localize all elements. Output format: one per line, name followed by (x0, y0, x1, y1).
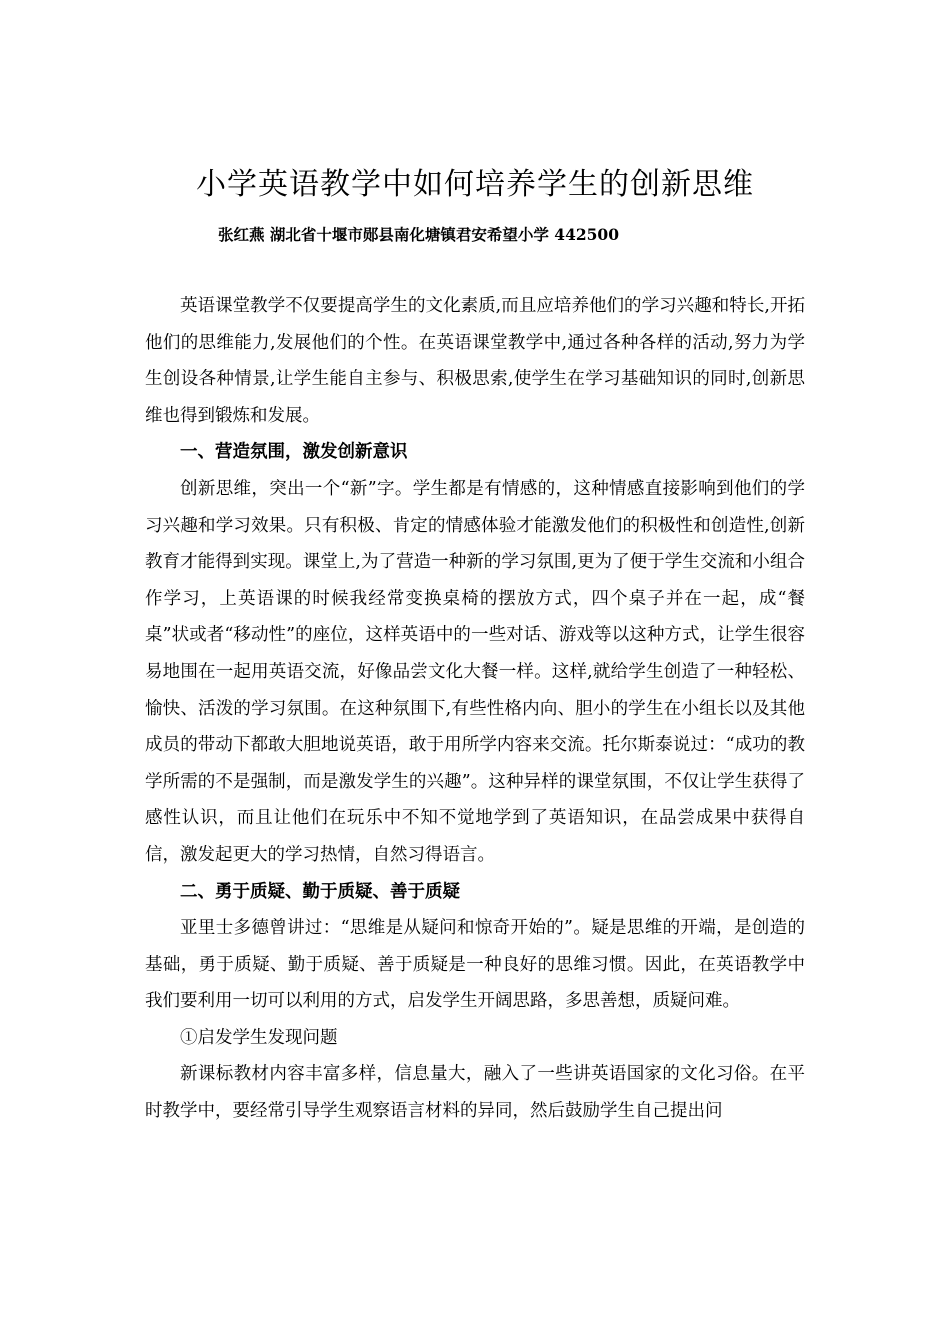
body-paragraph: 新课标教材内容丰富多样，信息量大，融入了一些讲英语国家的文化习俗。在平时教学中，要经常引导学生观察语言材料的异同，然后鼓励学生自己提出问 (145, 1064, 805, 1122)
subsection-heading: ①启发学生发现问题 (180, 1027, 338, 1048)
document-body (145, 288, 805, 1130)
body-paragraph: 创新思维，突出一个“新”字。学生都是有情感的，这种情感直接影响到他们的学习兴趣和学习效果。只有积极、肯定的情感体验才能激发他们的积极性和创造性,创新教育才能得到实现。课堂上,为了营造一种新的学习氛围,更为了便于学生交流和小组合作学习，上英语课的时候我经常变换桌椅的摆放方式，四个桌子并在一起，成“餐桌”状或者“移动性”的座位，这样英语中的一些对话、游戏等以这种方式，让学生很容易地围在一起用英语交流，好像品尝文化大餐一样。这样,就给学生创造了一种轻松、愉快、活泼的学习氛围。在这种氛围下,有些性格内向、胆小的学生在小组长以及其他成员的带动下都敢大胆地说英语，敢于用所学内容来交流。托尔斯泰说过：“成功的教学所需的不是强制，而是激发学生的兴趣”。这种异样的课堂氛围，不仅让学生获得了感性认识，而且让他们在玩乐中不知不觉地学到了英语知识，在品尝成果中获得自信，激发起更大的学习热情，自然习得语言。 (145, 478, 805, 865)
section-heading: 一、营造氛围，激发创新意识 (180, 442, 408, 463)
body-paragraph: 亚里士多德曾讲过：“思维是从疑问和惊奇开始的”。疑是思维的开端，是创造的基础，勇于质疑、勤于质疑、善于质疑是一种良好的思维习惯。因此，在英语教学中我们要利用一切可以利用的方式，启发学生开阔思路，多思善想，质疑问难。 (145, 918, 805, 1012)
section-heading: 二、勇于质疑、勤于质疑、善于质疑 (180, 881, 460, 902)
document-title: 小学英语教学中如何培养学生的创新思维 (196, 167, 754, 202)
body-paragraph: 英语课堂教学不仅要提高学生的文化素质,而且应培养他们的学习兴趣和特长,开拓他们的思维能力,发展他们的个性。在英语课堂教学中,通过各种各样的活动,努力为学生创设各种情景,让学生能自主参与、积极思索,使学生在学习基础知识的同时,创新思维也得到锻炼和发展。 (145, 296, 805, 426)
author-byline: 张红燕 湖北省十堰市郧县南化塘镇君安希望小学 442500 (218, 225, 620, 244)
